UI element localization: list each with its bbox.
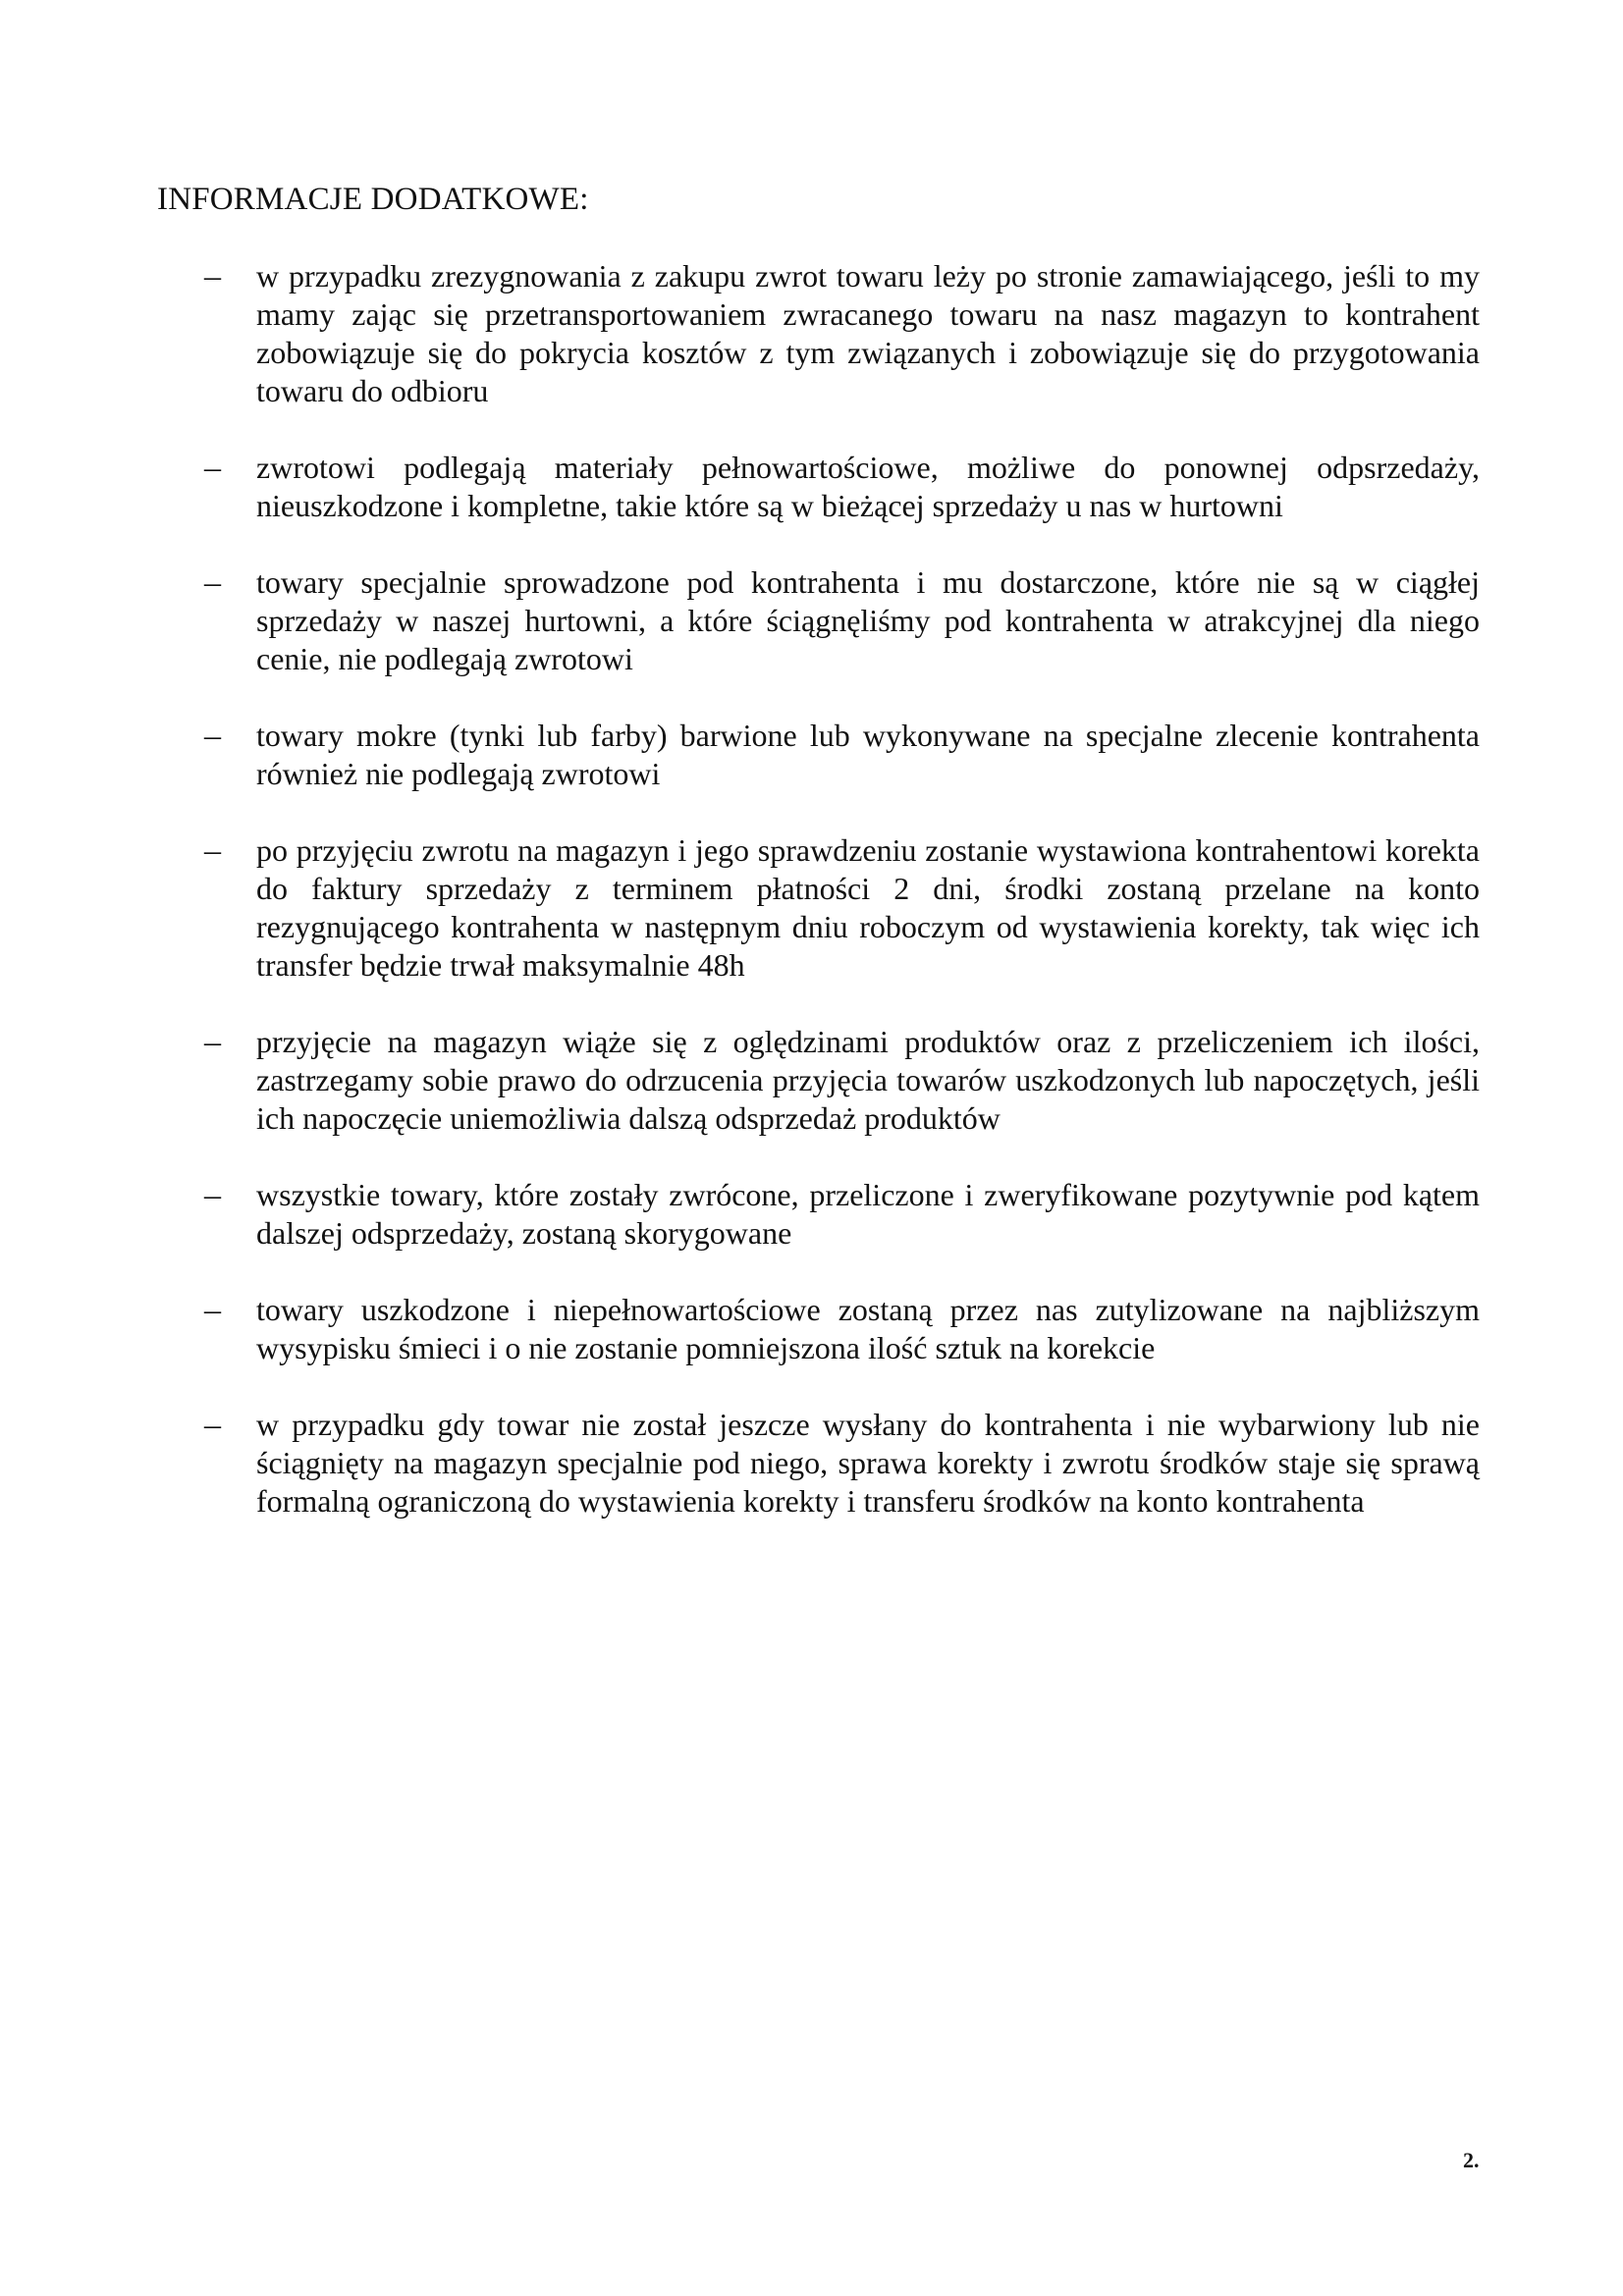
list-item-text: w przypadku zrezygnowania z zakupu zwrot towaru leży po stronie zamawiającego, jeśli to my mamy zając się przetransportowaniem zwracanego towaru na nasz magazyn to kontrahent zobowiązuje się do pokrycia kosztów z tym związanych i zobowiązuje się do przygotowania towaru do odbioru — [256, 258, 1480, 408]
list-item — [0, 257, 1623, 410]
bullet-dash-icon: – — [204, 564, 221, 601]
list-item — [0, 449, 1623, 525]
bullet-dash-icon: – — [204, 1292, 221, 1328]
bullet-dash-icon: – — [204, 450, 221, 486]
list-item — [0, 717, 1623, 793]
list-item-text: po przyjęciu zwrotu na magazyn i jego sprawdzeniu zostanie wystawiona kontrahentowi korekta do faktury sprzedaży z terminem płatności 2 dni, środki zostaną przelane na konto rezygnującego kontrahenta w następnym dniu roboczym od wystawienia korekty, tak więc ich transfer będzie trwał maksymalnie 48h — [256, 832, 1480, 983]
list-item-text: towary mokre (tynki lub farby) barwione lub wykonywane na specjalne zlecenie kontrahenta również nie podlegają zwrotowi — [256, 718, 1480, 791]
bullet-dash-icon: – — [204, 258, 221, 294]
list-item — [0, 563, 1623, 678]
list-item-text: zwrotowi podlegają materiały pełnowartościowe, możliwe do ponownej odpsrzedaży, nieuszkodzone i kompletne, takie które są w bieżącej sprzedaży u nas w hurtowni — [256, 450, 1480, 523]
list-item — [0, 831, 1623, 985]
bullet-dash-icon: – — [204, 718, 221, 754]
bullet-dash-icon: – — [204, 1407, 221, 1443]
info-list — [0, 257, 1623, 1559]
list-item-text: towary uszkodzone i niepełnowartościowe zostaną przez nas zutylizowane na najbliższym wysypisku śmieci i o nie zostanie pomniejszona ilość sztuk na korekcie — [256, 1292, 1480, 1365]
list-item — [0, 1406, 1623, 1521]
page-number: 2. — [1463, 2148, 1480, 2172]
list-item-text: wszystkie towary, które zostały zwrócone, przeliczone i zweryfikowane pozytywnie pod kątem dalszej odsprzedaży, zostaną skorygowane — [256, 1177, 1480, 1251]
bullet-dash-icon: – — [204, 1024, 221, 1060]
list-item — [0, 1176, 1623, 1253]
bullet-dash-icon: – — [204, 1177, 221, 1213]
list-item — [0, 1291, 1623, 1367]
list-item-text: przyjęcie na magazyn wiąże się z oględzinami produktów oraz z przeliczeniem ich ilości, zastrzegamy sobie prawo do odrzucenia przyjęcia towarów uszkodzonych lub napoczętych, jeśli ich napoczęcie uniemożliwia dalszą odsprzedaż produktów — [256, 1024, 1480, 1136]
list-item-text: w przypadku gdy towar nie został jeszcze wysłany do kontrahenta i nie wybarwiony lub nie ściągnięty na magazyn specjalnie pod niego, sprawa korekty i zwrotu środków staje się sprawą formalną ograniczoną do wystawienia korekty i transferu środków na konto kontrahenta — [256, 1407, 1480, 1519]
bullet-dash-icon: – — [204, 832, 221, 869]
list-item — [0, 1023, 1623, 1138]
list-item-text: towary specjalnie sprowadzone pod kontrahenta i mu dostarczone, które nie są w ciągłej sprzedaży w naszej hurtowni, a które ściągnęliśmy pod kontrahenta w atrakcyjnej dla niego cenie, nie podlegają zwrotowi — [256, 564, 1480, 676]
page-heading: INFORMACJE DODATKOWE: — [157, 182, 589, 217]
